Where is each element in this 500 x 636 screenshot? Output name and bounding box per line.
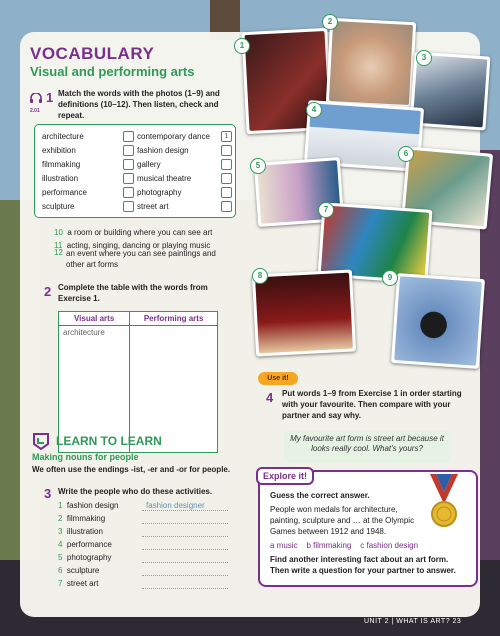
audio-track-number: 2.01 [30, 108, 40, 114]
learn-to-learn-title: LEARN TO LEARN [56, 434, 162, 448]
list-item: 4 performance [58, 539, 238, 552]
word-checkbox[interactable] [123, 173, 134, 184]
option-b[interactable]: b filmmaking [306, 541, 352, 550]
table-header-visual: Visual arts [59, 312, 130, 326]
photo-number-badge: 5 [250, 158, 266, 174]
definitions-list [54, 222, 234, 270]
exercise-3-list [58, 500, 238, 591]
list-item-text: performance [66, 540, 112, 549]
list-item: 3 illustration [58, 526, 238, 539]
page-title: VOCABULARY [30, 44, 155, 63]
page-subtitle: Visual and performing arts [30, 64, 195, 79]
word-item: illustration [42, 174, 79, 183]
use-it-badge: Use it! [258, 372, 298, 385]
list-item-text: street art [66, 579, 99, 588]
page-footer: UNIT 2 | WHAT IS ART? 23 [364, 618, 462, 625]
photo-musical-theatre [252, 269, 356, 356]
exercise-1-number: 1 [46, 90, 54, 105]
photo-number-badge: 6 [398, 146, 414, 162]
word-item: fashion design [137, 146, 189, 155]
learn-to-learn-text: We often use the endings -ist, -er and -or for people. [32, 465, 231, 474]
word-item: photography [137, 188, 182, 197]
list-item: 5 photography [58, 552, 238, 565]
example-answer: architecture [63, 328, 105, 337]
learn-to-learn-subtitle: Making nouns for people [32, 452, 139, 462]
word-checkbox[interactable] [221, 187, 232, 198]
answer-line[interactable] [142, 549, 228, 550]
answer-line[interactable] [142, 575, 228, 576]
word-item: architecture [42, 132, 84, 141]
speech-example: My favourite art form is street art because it looks really cool. What's yours? [284, 431, 450, 463]
exercise-3-instruction: Write the people who do these activities. [58, 487, 213, 496]
word-checkbox[interactable] [123, 201, 134, 212]
exercise-2-number: 2 [44, 284, 52, 299]
list-item: 2 filmmaking [58, 513, 238, 526]
definition-text: a room or building where you can see art [67, 228, 213, 237]
photo-number-badge: 1 [234, 38, 250, 54]
photo-photography [391, 273, 485, 369]
photo-number-badge: 8 [252, 268, 268, 284]
list-item-text: fashion design [66, 501, 119, 510]
word-box [34, 124, 236, 218]
word-checkbox-answered[interactable]: 1 [221, 131, 232, 142]
definition-number: 11 [54, 241, 63, 250]
word-item: contemporary dance [137, 132, 210, 141]
arts-table [58, 311, 218, 453]
exercise-1-instruction: Match the words with the photos (1–9) and definitions (10–12). Then listen, check and repeat. [58, 89, 220, 120]
word-item: performance [42, 188, 87, 197]
list-item-text: filmmaking [66, 514, 106, 523]
definition-text: acting, singing, dancing or playing music [66, 241, 211, 250]
option-c[interactable]: c fashion design [360, 541, 419, 550]
list-item-text: photography [66, 553, 112, 562]
list-item: 7 street art [58, 578, 238, 591]
definition-number: 12 [54, 248, 63, 257]
list-item-text: sculpture [66, 566, 100, 575]
audio-icon[interactable] [30, 90, 42, 114]
photo-sculpture [326, 18, 416, 108]
answer-line[interactable] [142, 523, 228, 524]
word-item: exhibition [42, 146, 76, 155]
word-checkbox[interactable] [123, 159, 134, 170]
word-item: musical theatre [137, 174, 192, 183]
explore-heading: Guess the correct answer. [270, 491, 370, 500]
word-checkbox[interactable] [221, 201, 232, 212]
medal-icon [424, 474, 464, 530]
learn-to-learn-icon [32, 432, 50, 450]
answer-line[interactable] [142, 562, 228, 563]
word-checkbox[interactable] [221, 173, 232, 184]
table-header-performing: Performing arts [130, 312, 218, 326]
word-checkbox[interactable] [123, 131, 134, 142]
photo-number-badge: 9 [382, 270, 398, 286]
photo-number-badge: 4 [306, 102, 322, 118]
list-item: 6 sculpture [58, 565, 238, 578]
photo-number-badge: 7 [318, 202, 334, 218]
exercise-2-instruction: Complete the table with the words from Exercise 1. [58, 283, 208, 303]
word-checkbox[interactable] [123, 145, 134, 156]
explore-task: Find another interesting fact about an art form. Then write a question for your partner to answer. [270, 555, 456, 575]
word-checkbox[interactable] [221, 159, 232, 170]
definition-text: an event where you can see paintings and other art forms [66, 249, 216, 269]
word-item: filmmaking [42, 160, 81, 169]
word-item: gallery [137, 160, 161, 169]
exercise-4-number: 4 [266, 390, 274, 405]
explore-it-label: Explore it! [256, 467, 314, 485]
photo-number-badge: 2 [322, 14, 338, 30]
explore-options [270, 540, 460, 551]
definition-number: 10 [54, 228, 63, 237]
word-item: sculpture [42, 202, 75, 211]
answer-line[interactable] [142, 536, 228, 537]
photo-number-badge: 3 [416, 50, 432, 66]
word-checkbox[interactable] [123, 187, 134, 198]
list-item: 1 fashion design fashion designer [58, 500, 238, 513]
exercise-3-number: 3 [44, 486, 52, 501]
example-answer: fashion designer [146, 501, 205, 510]
list-item-text: illustration [66, 527, 103, 536]
option-a[interactable]: a music [270, 541, 298, 550]
explore-question: People won medals for architecture, painting, sculpture and … at the Olympic Games between 1912 and 1948. [270, 505, 415, 536]
exercise-4-instruction: Put words 1–9 from Exercise 1 in order starting with your favourite. Then compare with your partner and say why. [282, 389, 462, 420]
word-checkbox[interactable] [221, 145, 232, 156]
word-item: street art [137, 202, 169, 211]
answer-line[interactable] [142, 588, 228, 589]
